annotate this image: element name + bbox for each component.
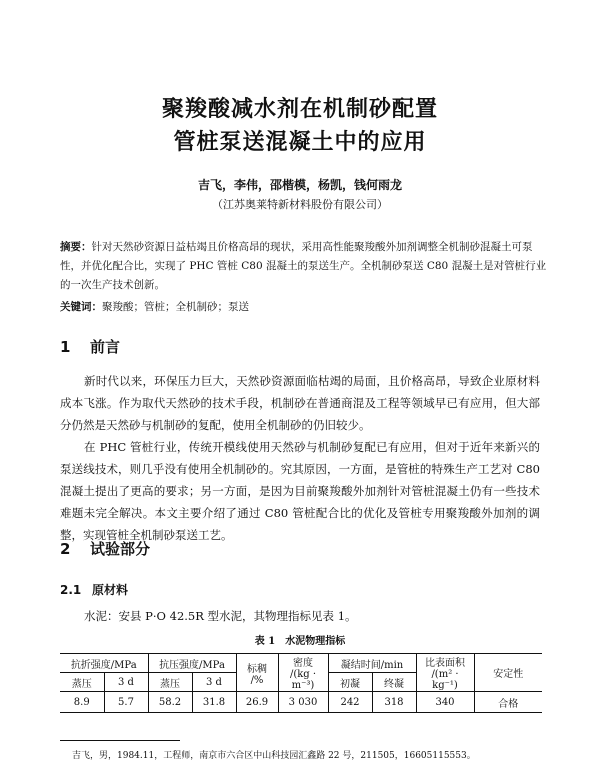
header-surface-unit-2: kg⁻¹) <box>432 680 458 691</box>
cell-final-set: 318 <box>372 692 416 713</box>
section-1-number: 1 <box>60 338 71 356</box>
header-density-label: 密度 <box>293 658 313 669</box>
header-consistency-label: 标稠 <box>247 663 267 675</box>
section-2-heading <box>60 538 150 559</box>
table-row <box>60 692 542 713</box>
table-1-caption: 表 1 水泥物理指标 <box>254 636 346 647</box>
header-surface-area <box>416 654 474 692</box>
header-density-unit-1: /(kg · <box>289 669 317 680</box>
header-flexural-3d: 3 d <box>104 673 148 692</box>
subsection-2-1-title: 原材料 <box>92 583 129 597</box>
section-1-paragraph-1: 新时代以来，环保压力巨大，天然砂资源面临枯竭的局面，且价格高昂，导致企业原材料成本飞涨。作为取代天然砂的技术手段，机制砂在普通商混及工程等领域早已有应用，但大部分仍然是天然砂与机制砂的复配，使用全机制砂的仍旧较少。 <box>60 374 540 432</box>
keywords <box>60 298 550 317</box>
abstract-text: 针对天然砂资源日益枯竭且价格高昂的现状，采用高性能聚羧酸外加剂调整全机制砂混凝土可泵性，并优化配合比，实现了 PHC 管桩 C80 混凝土的泵送生产。全机制砂泵送 C80 混凝土是对管桩行业的一次生产技术创新。 <box>60 241 547 291</box>
cell-stability: 合格 <box>474 692 542 713</box>
header-consistency-unit: /% <box>250 674 264 686</box>
header-density-unit-2: m⁻³) <box>291 680 315 691</box>
cell-surface-area: 340 <box>416 692 474 713</box>
header-final-set: 终凝 <box>372 673 416 692</box>
authors: 吉飞，李伟，邵楷模，杨凯，钱何雨龙 <box>197 178 402 192</box>
header-compressive-3d: 3 d <box>192 673 236 692</box>
header-flexural: 抗折强度/MPa <box>60 654 148 673</box>
paper-title-line-1: 聚羧酸减水剂在机制砂配置 <box>161 96 438 122</box>
section-1-heading <box>60 336 120 357</box>
subsection-2-1-number: 2.1 <box>60 583 82 597</box>
cell-density: 3 030 <box>278 692 328 713</box>
header-stability: 安定性 <box>474 654 542 692</box>
header-surface-unit-1: /(m² · <box>431 669 459 680</box>
header-compressive-steam: 蒸压 <box>148 673 192 692</box>
cell-flexural-3d: 5.7 <box>104 692 148 713</box>
header-surface-label: 比表面积 <box>425 658 465 669</box>
cell-compressive-steam: 58.2 <box>148 692 192 713</box>
abstract <box>60 238 550 295</box>
header-consistency <box>236 654 278 692</box>
cement-description: 水泥：安县 P·O 42.5R 型水泥，其物理指标见表 1。 <box>84 609 357 623</box>
cell-flexural-steam: 8.9 <box>60 692 104 713</box>
header-compressive: 抗压强度/MPa <box>148 654 236 673</box>
keywords-text: 聚羧酸；管桩；全机制砂；泵送 <box>102 301 249 313</box>
abstract-label: 摘要： <box>60 241 92 253</box>
section-2-number: 2 <box>60 540 71 558</box>
keywords-label: 关键词： <box>60 301 102 313</box>
section-1-paragraph-2: 在 PHC 管桩行业，传统开模线使用天然砂与机制砂复配已有应用，但对于近年来新兴的泵送线技术，则几乎没有使用全机制砂的。究其原因，一方面，是管桩的特殊生产工艺对 C80 混凝土提出了更高的要求；另一方面，是因为目前聚羧酸外加剂针对管桩混凝土仍有一些技术难题未完全解决。本文主要介绍了通过 C80 管桩配合比的优化及管桩专用聚羧酸外加剂的调整，实现管桩全机制砂泵送工艺。 <box>60 440 540 542</box>
cement-properties-table <box>60 653 542 713</box>
cell-initial-set: 242 <box>328 692 372 713</box>
header-density <box>278 654 328 692</box>
table-header-row-1 <box>60 654 542 673</box>
subsection-2-1-heading <box>60 581 128 598</box>
header-initial-set: 初凝 <box>328 673 372 692</box>
cell-compressive-3d: 31.8 <box>192 692 236 713</box>
header-flexural-steam: 蒸压 <box>60 673 104 692</box>
section-1-title: 前言 <box>90 338 121 356</box>
author-footnote: 吉飞，男，1984.11，工程师，南京市六合区中山科技园汇鑫路 22 号，211505，16605115553。 <box>72 751 476 761</box>
section-2-title: 试验部分 <box>90 540 151 558</box>
header-setting-time: 凝结时间/min <box>328 654 416 673</box>
footnote-divider <box>60 740 180 741</box>
paper-title-line-2: 管桩泵送混凝土中的应用 <box>173 129 427 155</box>
affiliation: （江苏奥莱特新材料股份有限公司） <box>212 198 388 211</box>
cell-consistency: 26.9 <box>236 692 278 713</box>
